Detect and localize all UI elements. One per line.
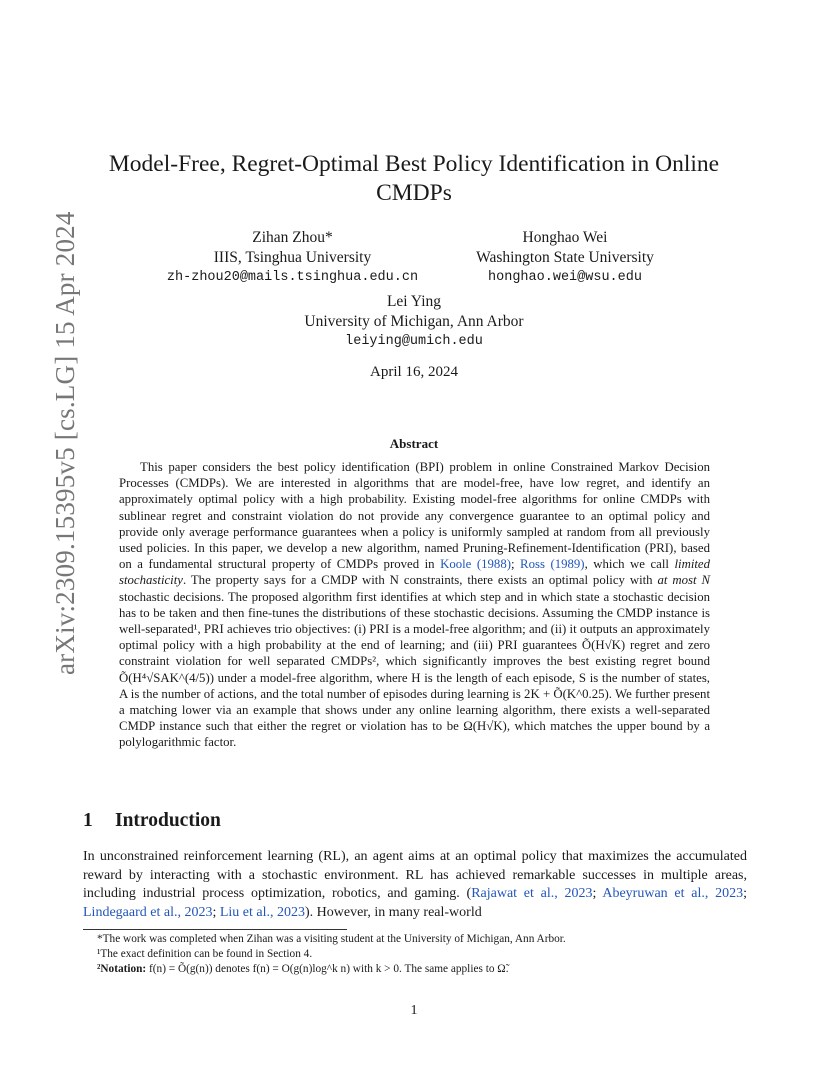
author-name: Honghao Wei xyxy=(522,229,608,246)
emphasis-text: limited stochasticity xyxy=(119,557,711,588)
author-block-1 xyxy=(160,228,425,288)
footnote-text: f(n) = Õ(g(n)) denotes f(n) = O(g(n)log^k n) with k > 0. The same applies to Ω̃. xyxy=(146,963,509,975)
arxiv-identifier: arXiv:2309.15395v5 [cs.LG] 15 Apr 2024 xyxy=(50,211,80,675)
footnotes xyxy=(83,932,747,977)
abstract-heading: Abstract xyxy=(389,436,439,451)
author-email[interactable]: leiying@umich.edu xyxy=(345,334,483,349)
abstract-text: , which we call xyxy=(584,557,669,572)
author-email[interactable]: zh-zhou20@mails.tsinghua.edu.cn xyxy=(166,270,419,285)
author-name: Lei Ying xyxy=(386,293,442,310)
author-name: Zihan Zhou* xyxy=(252,229,333,246)
citation-separator: ; xyxy=(510,557,521,572)
citation-link[interactable]: Koole (1988) xyxy=(440,557,511,572)
section-heading xyxy=(83,810,221,832)
intro-paragraph xyxy=(83,848,747,922)
citation-link[interactable]: Rajawat et al., 2023 xyxy=(471,886,593,901)
emphasis-text: at most N xyxy=(657,573,710,588)
abstract-text: This paper considers the best policy identification (BPI) problem in online Constrained Markov Decision Processes (CMDPs). We are interested in algorithms that are model-free, have low regret, and identify an approximately optimal policy with a high probability. Existing model-free algorithms for online CMDPs with sublinear regret and constraint violation do not provide any convergence guarantee to an optimal policy and provide only average performance guarantees when a policy is uniformly sampled at random from all previously used policies. In this paper, we develop a new algorithm, named Pruning-Refinement-Identification (PRI), based on a fundamental structural property of CMDPs proved in xyxy=(119,460,710,572)
title-line-2: CMDPs xyxy=(376,180,452,206)
section-number: 1 xyxy=(83,810,93,831)
footnote-1: *The work was completed when Zihan was a visiting student at the University of Michigan, Ann Arbor. xyxy=(97,933,566,945)
abstract-text: stochastic decisions. The proposed algorithm first identifies at which step and in which state a stochastic decision has to be taken and then fine-tunes the distributions of these stochastic decisions. Assuming the CMDP instance is well-separated¹, PRI achieves trio objectives: (i) PRI is a model-free algorithm; and (ii) it outputs an approximately optimal policy with a high probability at the end of learning; and (iii) PRI guarantees Õ(H√K) regret and zero constraint violation for well separated CMDPs², which significantly improves the best existing regret bound Õ(H⁴√SAK^(4/5)) under a model-free algorithm, where H is the length of each episode, S is the number of states, A is the number of actions, and the total number of episodes during learning is 2K + Õ(K^0.25). We further present a matching lower via an example that shows under any online learning algorithm, there exists a well-separated CMDP instance such that either the regret or violation has to be Ω(H√K), which matches the upper bound by a polylogarithmic factor. xyxy=(119,589,710,750)
publication-date: April 16, 2024 xyxy=(370,364,458,380)
abstract-text: . The property says for a CMDP with N constraints, there exists an optimal policy with xyxy=(182,573,653,588)
author-affiliation: University of Michigan, Ann Arbor xyxy=(304,313,524,330)
footnote-2: ¹The exact definition can be found in Section 4. xyxy=(97,948,313,960)
citation-separator: ; xyxy=(592,886,603,901)
author-email[interactable]: honghao.wei@wsu.edu xyxy=(488,270,642,285)
section-title: Introduction xyxy=(115,810,221,831)
abstract-body xyxy=(119,459,710,751)
author-affiliation: IIIS, Tsinghua University xyxy=(213,249,372,266)
title-line-1: Model-Free, Regret-Optimal Best Policy Identification in Online xyxy=(108,151,720,177)
author-affiliation: Washington State University xyxy=(476,249,654,266)
footnote-3 xyxy=(83,962,747,977)
intro-text: ). However, in many real-world xyxy=(305,904,482,920)
citation-separator: ; xyxy=(212,904,220,920)
paper-title xyxy=(90,150,738,208)
citation-link[interactable]: Abeyruwan et al., 2023 xyxy=(602,886,744,901)
intro-text: In unconstrained reinforcement learning (RL), an agent aims at an optimal policy that maximizes the accumulated reward by interacting with a stochastic environment. RL has achieved remarkable successes in multiple areas, including industrial process optimization, robotics, and gaming. ( xyxy=(83,849,747,901)
citation-link[interactable]: Ross (1989) xyxy=(520,557,585,572)
footnote-label: ²Notation: xyxy=(97,963,147,975)
footnote-divider xyxy=(83,929,347,930)
author-block-2 xyxy=(455,228,675,288)
author-block-3 xyxy=(0,292,828,352)
citation-separator: ; xyxy=(743,886,747,901)
page-number: 1 xyxy=(410,1003,418,1018)
citation-link[interactable]: Liu et al., 2023 xyxy=(219,904,305,920)
citation-link[interactable]: Lindegaard et al., 2023 xyxy=(83,904,213,920)
